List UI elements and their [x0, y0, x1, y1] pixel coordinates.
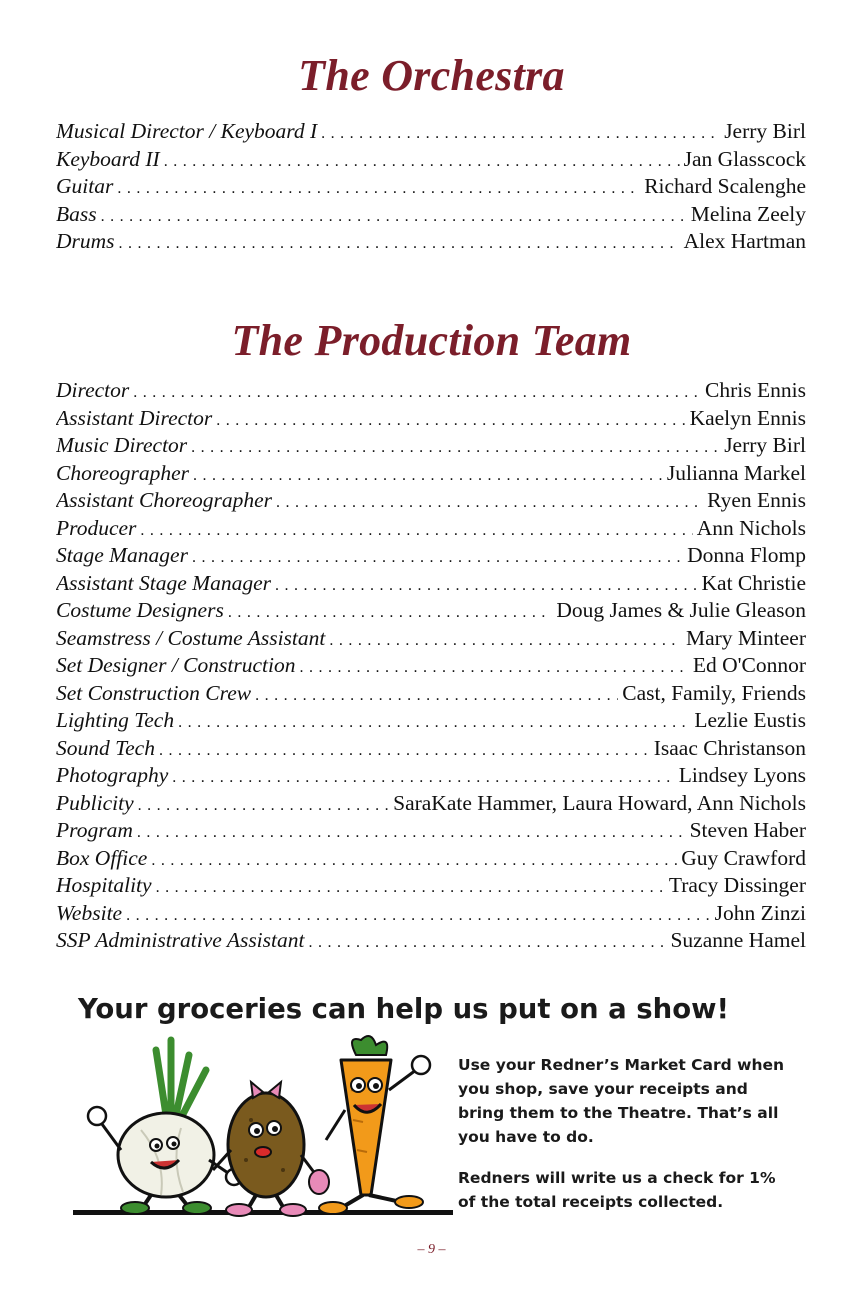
credit-role: Set Designer / Construction	[56, 653, 296, 677]
credit-row	[56, 680, 806, 708]
credit-row	[56, 735, 806, 763]
credit-role: Photography	[56, 763, 169, 787]
credit-row	[56, 927, 806, 955]
credit-role: Assistant Director	[56, 405, 213, 430]
ad-headline: Your groceries can help us put on a show!	[78, 993, 730, 1025]
credit-role: Publicity	[56, 790, 134, 815]
dot-leader	[299, 654, 688, 680]
dot-leader	[308, 929, 666, 955]
dot-leader	[178, 709, 690, 735]
credit-name: Chris Ennis	[705, 378, 806, 402]
production-team-title: The Production Team	[231, 316, 632, 365]
credit-row	[56, 872, 806, 900]
credit-name: Lezlie Eustis	[694, 708, 806, 732]
orchestra-credits-list	[56, 118, 806, 256]
dot-leader	[138, 792, 389, 818]
dot-leader	[255, 682, 618, 708]
credit-name: Lindsey Lyons	[678, 763, 806, 787]
dot-leader	[140, 517, 692, 543]
dot-leader	[276, 489, 703, 515]
dot-leader	[172, 764, 675, 790]
credit-role: Director	[56, 378, 130, 402]
dot-leader	[133, 379, 701, 405]
dot-leader	[228, 599, 553, 625]
vegetable-characters-illustration	[71, 1030, 456, 1225]
ad-paragraph-1: Use your Redner’s Market Card when you shop, save your receipts and bring them to the Theatre. That’s all you have to do.	[458, 1056, 785, 1146]
credit-row	[56, 515, 806, 543]
credit-role: Music Director	[56, 433, 188, 457]
credit-name: Steven Haber	[689, 818, 806, 842]
credit-name: Ed O'Connor	[692, 653, 806, 677]
credit-role: Stage Manager	[56, 543, 188, 567]
credit-row	[56, 707, 806, 735]
credit-row	[56, 377, 806, 405]
dot-leader	[193, 462, 663, 488]
credit-row	[56, 817, 806, 845]
credit-row	[56, 542, 806, 570]
credit-name: Ann Nichols	[696, 515, 806, 540]
credit-role: Guitar	[56, 174, 114, 198]
credit-row	[56, 652, 806, 680]
ad-body	[458, 1053, 798, 1231]
credit-row	[56, 432, 806, 460]
credit-name: Mary Minteer	[685, 625, 806, 650]
redners-advertisement	[66, 985, 796, 1230]
credit-role: Drums	[56, 229, 115, 253]
dot-leader	[126, 902, 711, 928]
credit-name: Kat Christie	[701, 570, 806, 595]
credit-row	[56, 405, 806, 433]
credit-role: Assistant Choreographer	[56, 488, 273, 512]
credit-row	[56, 845, 806, 873]
credit-name: Isaac Christanson	[653, 735, 806, 760]
credit-row	[56, 201, 806, 229]
credit-name: Guy Crawford	[681, 845, 806, 870]
dot-leader	[156, 874, 665, 900]
credit-role: Sound Tech	[56, 735, 155, 760]
credit-role: SSP Administrative Assistant	[56, 928, 305, 952]
credit-role: Assistant Stage Manager	[56, 570, 271, 595]
credit-row	[56, 173, 806, 201]
credit-row	[56, 118, 806, 146]
credit-name: Doug James & Julie Gleason	[556, 598, 806, 622]
dot-leader	[119, 230, 680, 256]
credit-name: Jan Glasscock	[683, 146, 806, 171]
dot-leader	[101, 203, 687, 229]
credit-name: Richard Scalenghe	[644, 174, 806, 198]
dot-leader	[137, 819, 686, 845]
credit-role: Musical Director / Keyboard I	[56, 119, 318, 143]
credit-row	[56, 487, 806, 515]
credit-role: Lighting Tech	[56, 708, 175, 732]
dot-leader	[329, 627, 682, 653]
dot-leader	[191, 434, 720, 460]
credit-role: Producer	[56, 515, 137, 540]
potato-character-icon	[213, 1082, 329, 1216]
credit-row	[56, 146, 806, 174]
credit-name: SaraKate Hammer, Laura Howard, Ann Nichols	[393, 790, 806, 815]
credit-name: Alex Hartman	[683, 229, 806, 253]
credit-role: Hospitality	[56, 873, 152, 897]
credit-name: Jerry Birl	[724, 119, 806, 143]
credit-role: Keyboard II	[56, 146, 160, 171]
credit-name: John Zinzi	[714, 900, 806, 925]
credit-row	[56, 597, 806, 625]
credit-role: Program	[56, 818, 133, 842]
credit-name: Ryen Ennis	[707, 488, 806, 512]
dot-leader	[164, 148, 680, 174]
credit-role: Seamstress / Costume Assistant	[56, 625, 326, 650]
dot-leader	[321, 120, 720, 146]
credit-row	[56, 625, 806, 653]
production-credits-list	[56, 377, 806, 955]
credit-row	[56, 460, 806, 488]
credit-row	[56, 900, 806, 928]
dot-leader	[216, 407, 685, 433]
credit-name: Melina Zeely	[690, 201, 806, 226]
page-number: – 9 –	[417, 1242, 446, 1257]
credit-role: Choreographer	[56, 460, 189, 485]
credit-row	[56, 570, 806, 598]
credit-row	[56, 790, 806, 818]
orchestra-title: The Orchestra	[298, 51, 565, 100]
credit-role: Box Office	[56, 845, 148, 870]
credit-role: Bass	[56, 201, 97, 226]
dot-leader	[151, 847, 677, 873]
onion-character-icon	[88, 1040, 242, 1214]
carrot-character-icon	[319, 1036, 430, 1214]
credit-row	[56, 762, 806, 790]
credit-name: Suzanne Hamel	[670, 928, 806, 952]
dot-leader	[275, 572, 698, 598]
credit-role: Website	[56, 900, 123, 925]
credit-row	[56, 228, 806, 256]
credit-role: Costume Designers	[56, 598, 224, 622]
credit-name: Tracy Dissinger	[668, 873, 806, 897]
dot-leader	[192, 544, 683, 570]
dot-leader	[159, 737, 650, 763]
credit-name: Jerry Birl	[724, 433, 806, 457]
ad-paragraph-2: Redners will write us a check for 1% of the total receipts collected.	[458, 1169, 776, 1211]
credit-name: Donna Flomp	[687, 543, 806, 567]
credit-role: Set Construction Crew	[56, 680, 252, 705]
credit-name: Cast, Family, Friends	[622, 680, 806, 705]
dot-leader	[117, 175, 640, 201]
credit-name: Julianna Markel	[666, 460, 806, 485]
credit-name: Kaelyn Ennis	[689, 405, 806, 430]
